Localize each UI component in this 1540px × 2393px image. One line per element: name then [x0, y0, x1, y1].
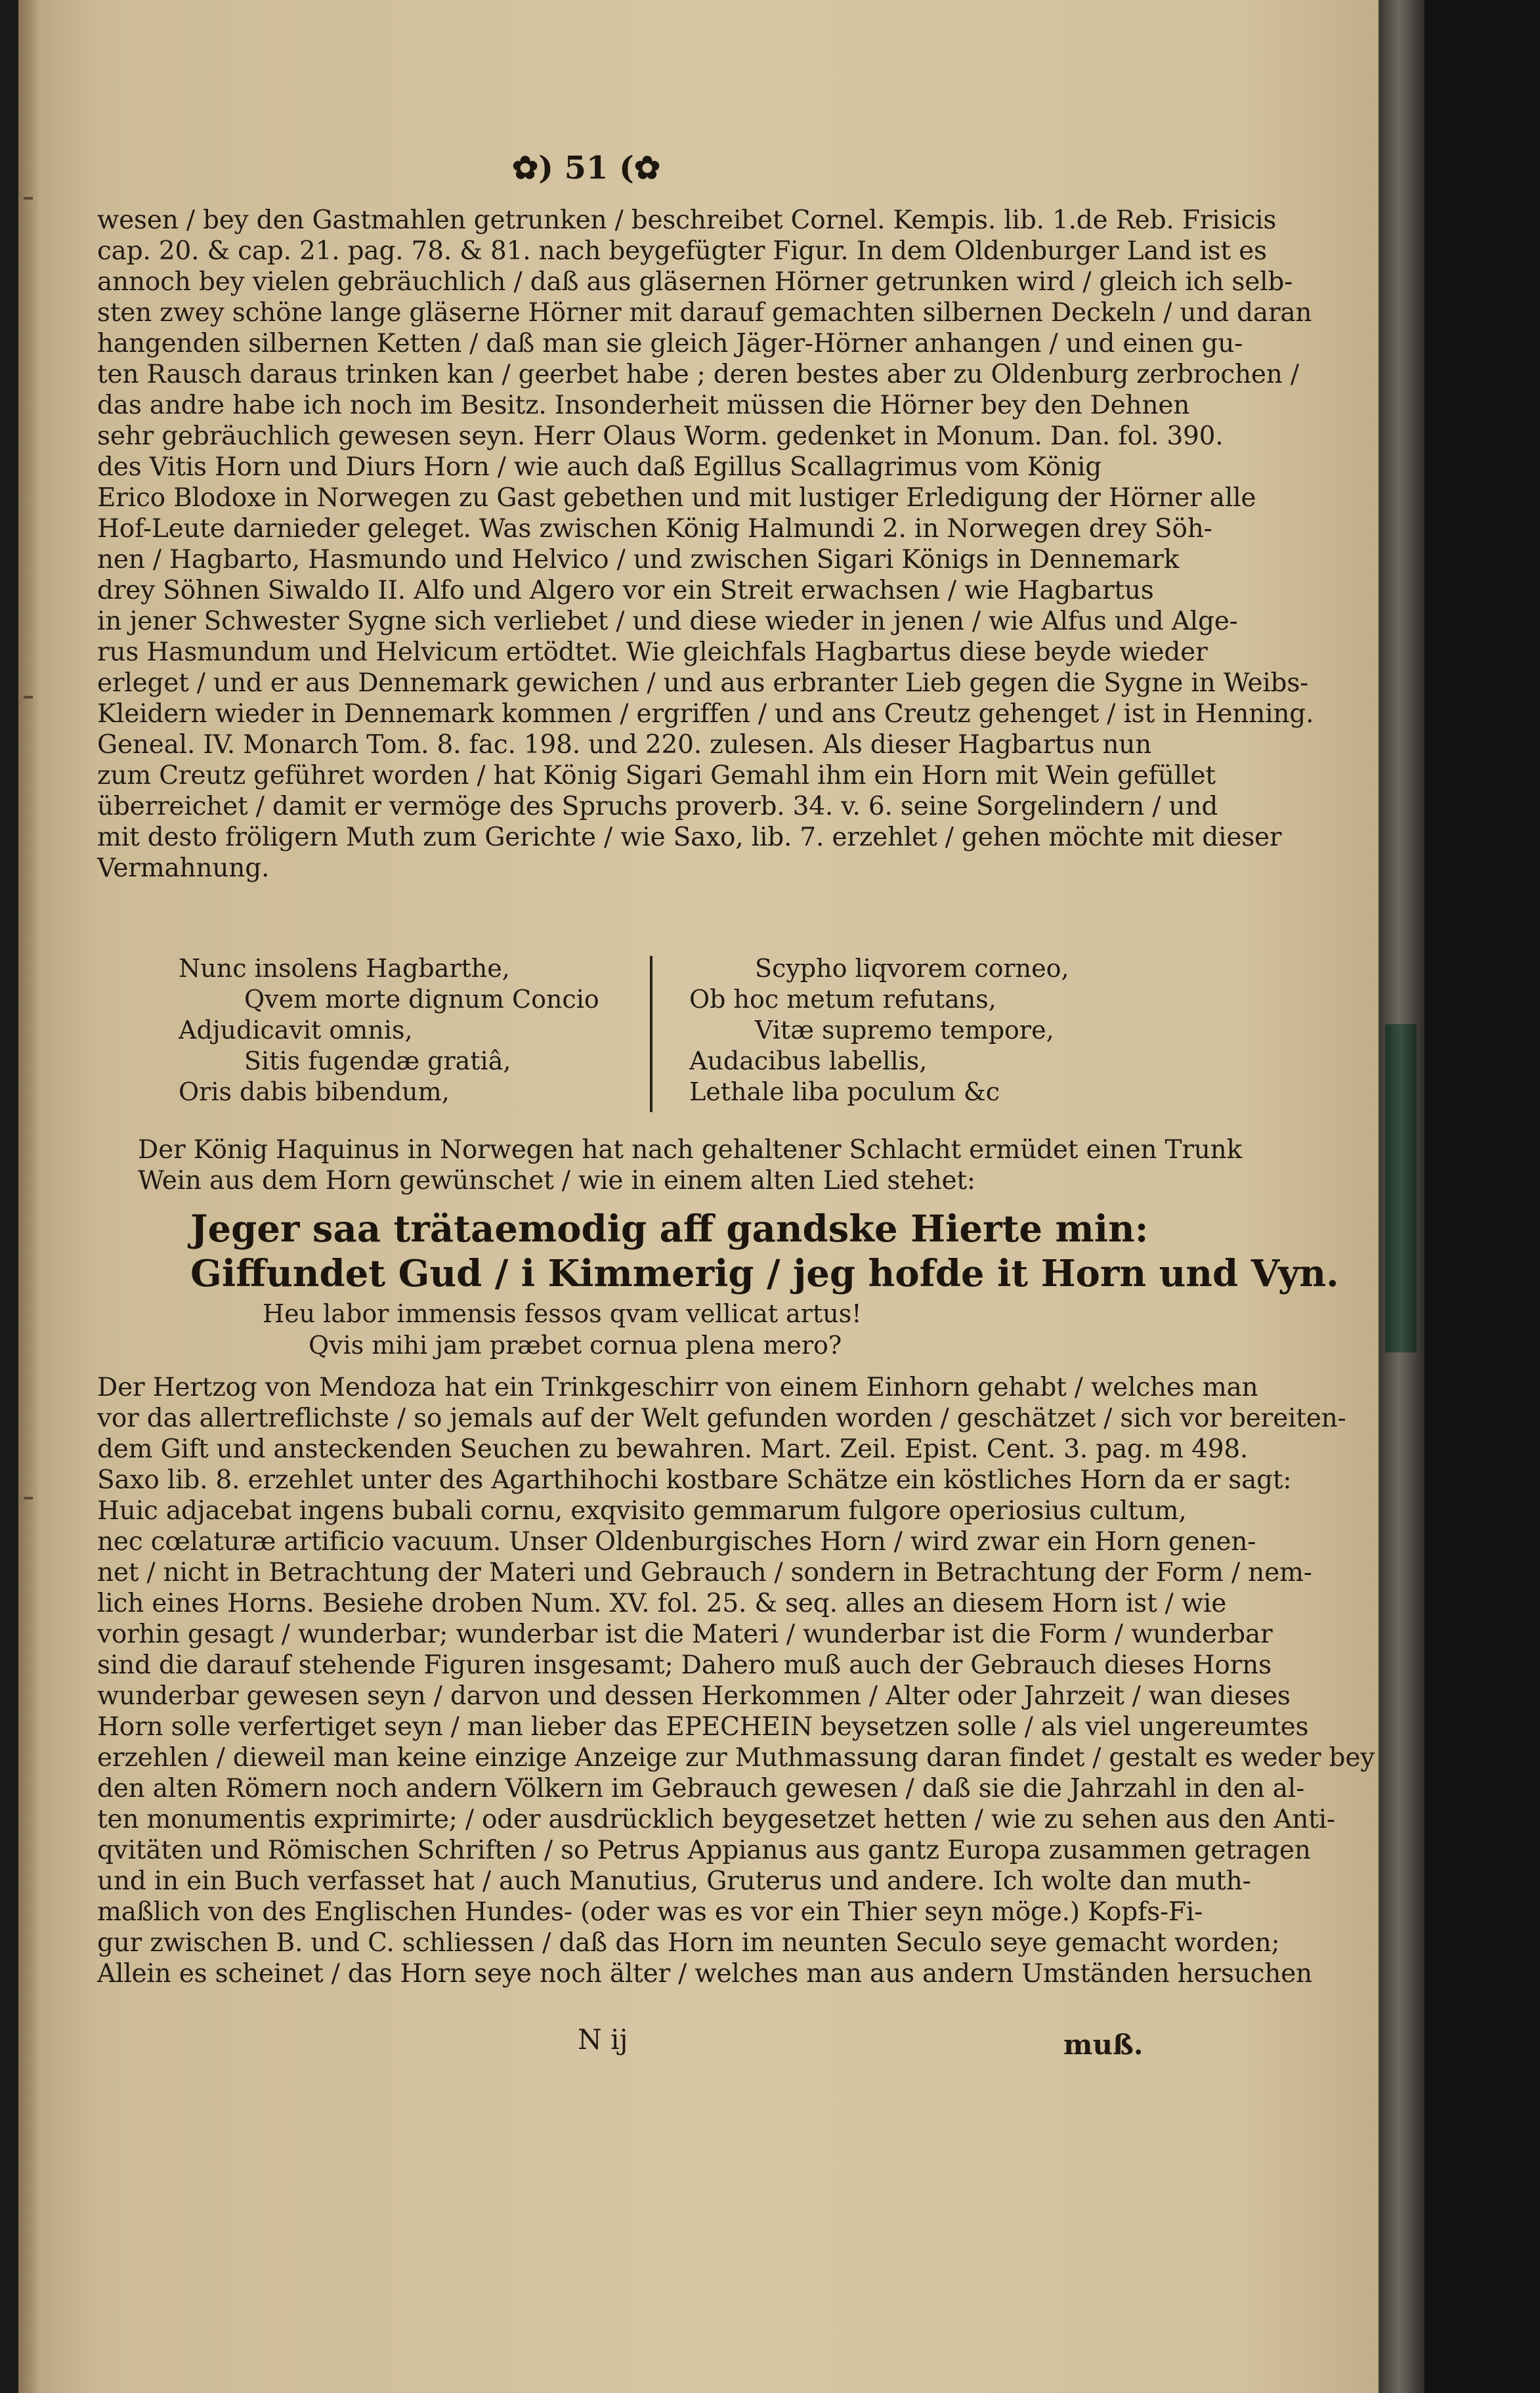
text-line: wesen / bey den Gastmahlen getrunken / beschreibet Cornel. Kempis. lib. 1.de Reb. Frisicis [97, 205, 1277, 235]
text-line: Geneal. IV. Monarch Tom. 8. fac. 198. und 220. zulesen. Als dieser Hagbartus nun [97, 730, 1152, 760]
verse-line: Ob hoc metum refutans, [689, 985, 996, 1014]
latin-verse-2: Qvis mihi jam præbet cornua plena mero? [309, 1331, 842, 1360]
text-line: zum Creutz geführet worden / hat König Sigari Gemahl ihm ein Horn mit Wein gefüllet [97, 761, 1216, 790]
margin-mark [24, 197, 33, 200]
margin-mark [24, 1497, 33, 1499]
verse-line: Scypho liqvorem corneo, [755, 954, 1069, 983]
verse-left-column [179, 953, 638, 1108]
verse-divider [650, 956, 652, 1112]
text-line: Saxo lib. 8. erzehlet unter des Agarthihochi kostbare Schätze ein köstliches Horn da er sagt: [97, 1465, 1292, 1495]
green-bookmark-tab [1385, 1024, 1417, 1352]
verse-line: Vitæ supremo tempore, [755, 1016, 1054, 1045]
text-line: mit desto fröligern Muth zum Gerichte / wie Saxo, lib. 7. erzehlet / gehen möchte mit dieser [97, 823, 1282, 852]
text-line: sehr gebräuchlich gewesen seyn. Herr Olaus Worm. gedenket in Monum. Dan. fol. 390. [97, 421, 1224, 451]
scan-background [1424, 0, 1540, 2393]
page-number: ✿) 51 (✿ [512, 150, 661, 186]
text-line: erzehlen / dieweil man keine einzige Anzeige zur Muthmassung daran findet / gestalt es weder bey [97, 1743, 1375, 1773]
text-line: gur zwischen B. und C. schliessen / daß das Horn im neunten Seculo seye gemacht worden; [97, 1928, 1280, 1958]
verse-line: Audacibus labellis, [689, 1046, 928, 1075]
text-line: Der Hertzog von Mendoza hat ein Trinkgeschirr von einem Einhorn gehabt / welches man [97, 1373, 1258, 1402]
verse-right-column [689, 953, 1123, 1108]
text-line: nen / Hagbarto, Hasmundo und Helvico / und zwischen Sigari Königs in Dennemark [97, 545, 1180, 574]
text-line: Allein es scheinet / das Horn seye noch älter / welches man aus andern Umständen hersuchen [97, 1959, 1312, 1989]
catchword: muß. [1063, 2029, 1144, 2061]
verse-line: Oris dabis bibendum, [179, 1077, 450, 1106]
text-line: nec cœlaturæ artificio vacuum. Unser Oldenburgisches Horn / wird zwar ein Horn genen- [97, 1527, 1256, 1557]
signature-mark: N ij [578, 2023, 628, 2056]
text-line: in jener Schwester Sygne sich verliebet / und diese wieder in jenen / wie Alfus und Alge- [97, 607, 1238, 636]
text-line: überreichet / damit er vermöge des Spruchs proverb. 34. v. 6. seine Sorgelindern / und [97, 792, 1218, 821]
text-line: Wein aus dem Horn gewünschet / wie in einem alten Lied stehet: [138, 1166, 975, 1196]
text-line: vorhin gesagt / wunderbar; wunderbar ist die Materi / wunderbar ist die Form / wunderbar [97, 1620, 1273, 1649]
intro-block [138, 1134, 1243, 1196]
text-line: cap. 20. & cap. 21. pag. 78. & 81. nach beygefügter Figur. In dem Oldenburger Land ist es [97, 236, 1267, 266]
text-line: Kleidern wieder in Dennemark kommen / ergriffen / und ans Creutz gehenget / ist in Henning. [97, 699, 1314, 729]
text-line: dem Gift und ansteckenden Seuchen zu bewahren. Mart. Zeil. Epist. Cent. 3. pag. m 498. [97, 1434, 1249, 1464]
text-line: hangenden silbernen Ketten / daß man sie gleich Jäger-Hörner anhangen / und einen gu- [97, 329, 1243, 358]
verse-line: Lethale liba poculum &c [689, 1077, 1000, 1106]
text-line: und in ein Buch verfasset hat / auch Manutius, Gruterus und andere. Ich wolte dan muth- [97, 1866, 1251, 1896]
text-line: Horn solle verfertiget seyn / man lieber das EPECHEIN beysetzen solle / als viel ungereumtes [97, 1712, 1309, 1742]
verse-line: Nunc insolens Hagbarthe, [179, 954, 510, 983]
text-line: drey Söhnen Siwaldo II. Alfo und Algero vor ein Streit erwachsen / wie Hagbartus [97, 576, 1154, 605]
verse-line: Qvem morte dignum Concio [244, 985, 599, 1014]
text-line: den alten Römern noch andern Völkern im Gebrauch gewesen / daß sie die Jahrzahl in den al- [97, 1774, 1305, 1803]
text-line: rus Hasmundum und Helvicum ertödtet. Wie gleichfals Hagbartus diese beyde wieder [97, 637, 1208, 667]
text-line: das andre habe ich noch im Besitz. Insonderheit müssen die Hörner bey den Dehnen [97, 391, 1190, 420]
text-line: des Vitis Horn und Diurs Horn / wie auch daß Egillus Scallagrimus vom König [97, 452, 1102, 482]
page-gutter-shadow [18, 0, 38, 2393]
latin-verse-1: Heu labor immensis fessos qvam vellicat artus! [263, 1299, 862, 1328]
text-line: wunderbar gewesen seyn / darvon und dessen Herkommen / Alter oder Jahrzeit / wan dieses [97, 1681, 1291, 1711]
text-line: Vermahnung. [97, 853, 270, 883]
text-block-top [97, 205, 1314, 884]
text-line: annoch bey vielen gebräuchlich / daß aus gläsernen Hörner getrunken wird / gleich ich selb- [97, 267, 1293, 297]
text-line: vor das allertreflichste / so jemals auf der Welt gefunden worden / geschätzet / sich vor bereiten- [97, 1404, 1346, 1433]
song-headline-2: Giffundet Gud / i Kimmerig / jeg hofde it Horn und Vyn. [190, 1252, 1339, 1295]
text-line: Der König Haquinus in Norwegen hat nach gehaltener Schlacht ermüdet einen Trunk [138, 1135, 1243, 1165]
text-line: sten zwey schöne lange gläserne Hörner mit darauf gemachten silbernen Deckeln / und daran [97, 298, 1312, 328]
text-line: sind die darauf stehende Figuren insgesamt; Dahero muß auch der Gebrauch dieses Horns [97, 1650, 1272, 1680]
text-line: qvitäten und Römischen Schriften / so Petrus Appianus aus gantz Europa zusammen getragen [97, 1836, 1311, 1865]
text-line: Hof-Leute darnieder geleget. Was zwischen König Halmundi 2. in Norwegen drey Söh- [97, 514, 1212, 544]
text-line: lich eines Horns. Besiehe droben Num. XV. fol. 25. & seq. alles an diesem Horn ist / wie [97, 1589, 1227, 1618]
song-headline-1: Jeger saa trätaemodig aff gandske Hierte min: [190, 1207, 1149, 1251]
text-block-bottom [97, 1372, 1375, 1989]
text-line: net / nicht in Betrachtung der Materi und Gebrauch / sondern in Betrachtung der Form / nem- [97, 1558, 1312, 1587]
text-line: ten monumentis exprimirte; / oder ausdrücklich beygesetzet hetten / wie zu sehen aus den Anti- [97, 1805, 1335, 1834]
verse-line: Adjudicavit omnis, [179, 1016, 413, 1045]
verse-line: Sitis fugendæ gratiâ, [244, 1046, 511, 1075]
text-line: Huic adjacebat ingens bubali cornu, exqvisito gemmarum fulgore operiosius cultum, [97, 1496, 1187, 1526]
text-line: ten Rausch daraus trinken kan / geerbet habe ; deren bestes aber zu Oldenburg zerbrochen / [97, 360, 1299, 389]
text-line: Erico Blodoxe in Norwegen zu Gast gebethen und mit lustiger Erledigung der Hörner alle [97, 483, 1256, 513]
margin-mark [24, 696, 33, 699]
text-line: maßlich von des Englischen Hundes- (oder was es vor ein Thier seyn möge.) Kopfs-Fi- [97, 1897, 1203, 1927]
text-line: erleget / und er aus Dennemark gewichen / und aus erbranter Lieb gegen die Sygne in Weibs- [97, 668, 1309, 698]
